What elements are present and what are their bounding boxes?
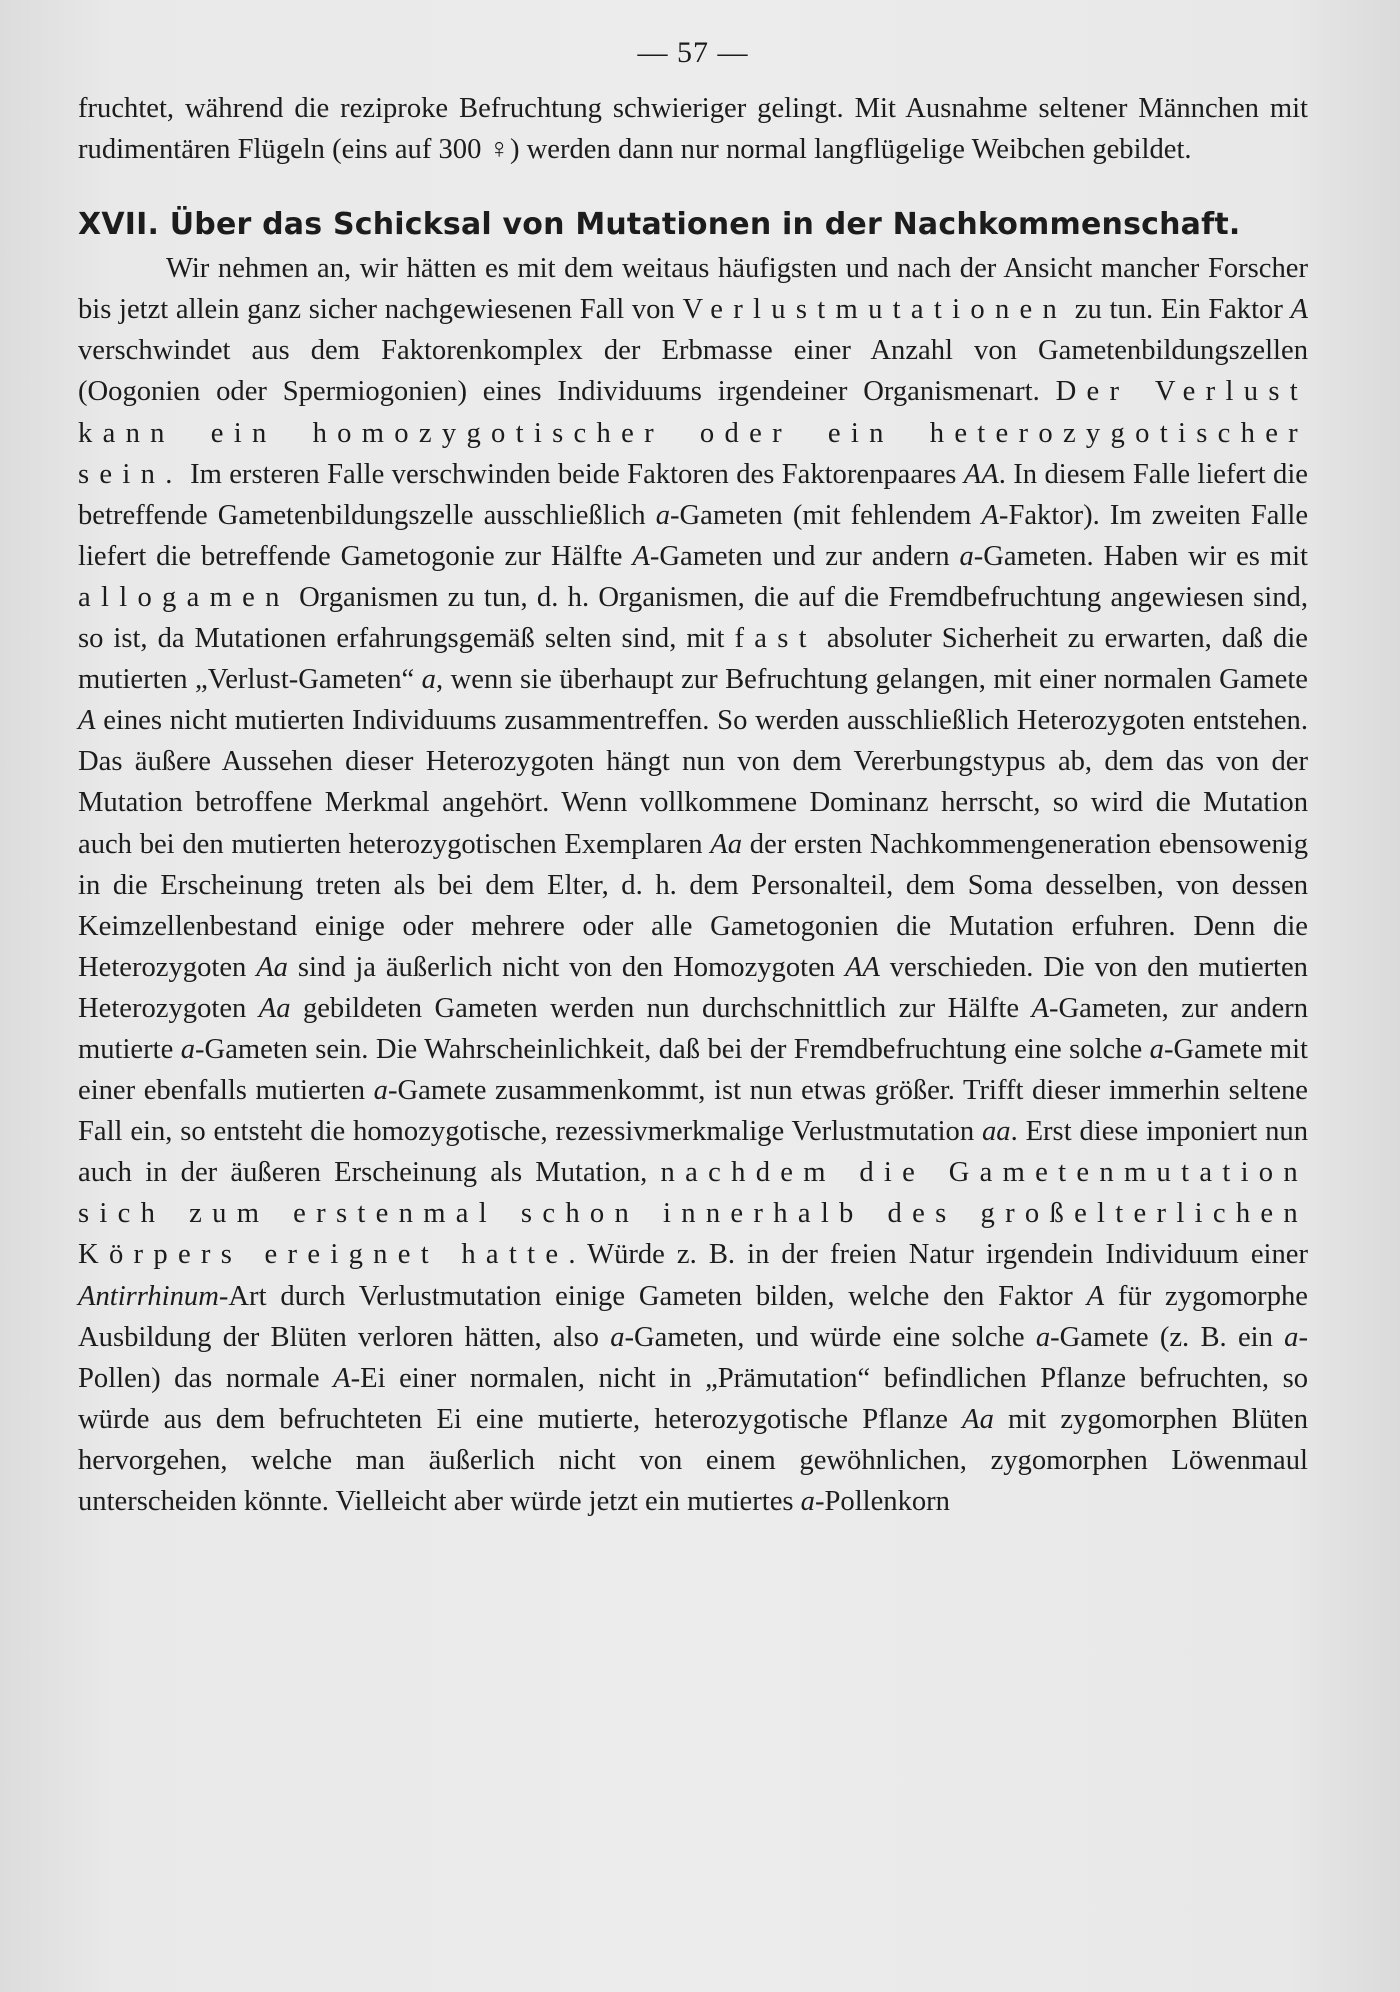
italic-symbol: Aa bbox=[962, 1403, 994, 1435]
italic-symbol: A bbox=[632, 540, 650, 572]
italic-symbol: A bbox=[1031, 992, 1049, 1024]
italic-symbol: A bbox=[981, 499, 999, 531]
text-run: eines nicht mutierten Individuums zusammentreffen. So werden ausschließlich Heterozygoten entstehen. Das äußere Aussehen dieser Heterozygoten hängt nun von dem Vererbungstypus ab, dem das von der Mutation betroffene Merkmal angehört. Wenn vollkommene Dominanz herrscht, so wird die Mutation auch bei den mutierten heterozygotischen Exemplaren bbox=[78, 705, 1308, 860]
text-run: -Gameten und zur andern bbox=[649, 540, 960, 572]
text-run: -Gamete zusammenkommt, ist nun etwas größer. Trifft dieser immerhin seltene Fall ein, so entsteht die homozygotische, rezessivmerkmalige Verlustmutation bbox=[78, 1075, 1308, 1148]
text-run: . In diesem Falle liefert die betreffende Gametenbildungszelle ausschließlich bbox=[78, 458, 1308, 531]
text-run: -Ei einer normalen, nicht in „Prämutation“ befindlichen Pflanze befruchten, so würde aus dem befruchteten Ei eine mutierte, heterozygotische Pflanze bbox=[78, 1362, 1309, 1435]
text-run: -Gameten, und würde eine solche bbox=[624, 1321, 1036, 1353]
text-run: -Gameten sein. Die Wahrscheinlichkeit, daß bei der Fremdbefruchtung eine solche bbox=[195, 1033, 1150, 1065]
text-run: für zygomorphe Ausbildung der Blüten verloren hätten, also bbox=[78, 1280, 1308, 1353]
italic-symbol: a bbox=[180, 1033, 196, 1065]
italic-genus-name: Antirrhinum bbox=[78, 1280, 219, 1312]
text-run: -Faktor). Im zweiten Falle liefert die betreffende Gametogonie zur Hälfte bbox=[78, 499, 1309, 572]
italic-symbol: a bbox=[1284, 1321, 1299, 1353]
italic-symbol: A bbox=[1086, 1280, 1105, 1312]
italic-symbol: aa bbox=[981, 1116, 1011, 1148]
text-run: gebildeten Gameten werden nun durchschnittlich zur Hälfte bbox=[290, 992, 1032, 1024]
spaced-emphasis: fast bbox=[734, 623, 817, 655]
spaced-emphasis: Verlustmutationen bbox=[682, 294, 1068, 326]
italic-symbol: a bbox=[610, 1321, 625, 1353]
italic-symbol: a bbox=[421, 664, 436, 696]
text-run: der ersten Nachkommengeneration ebensowenig in die Erscheinung treten als bei dem Elter, d. h. dem Personalteil, dem Soma desselben, von dessen Keimzellenbestand einige oder mehrere oder alle Gametogonien die Mutation erfuhren. Denn die Heterozygoten bbox=[78, 828, 1308, 983]
text-run: Wir nehmen an, wir hätten es mit dem weitaus häufigsten und nach der Ansicht mancher Forscher bis jetzt allein ganz sicher nachgewiesenen Fall von bbox=[78, 253, 1308, 326]
text-run: zu tun. Ein Faktor bbox=[1067, 294, 1291, 326]
text-run: mit zygomorphen Blüten hervorgehen, welche man äußerlich nicht von einem gewöhnlichen, zygomorphen Löwenmaul unterscheiden könnte. Vielleicht aber würde jetzt ein mutiertes bbox=[78, 1403, 1308, 1517]
text-run: Organismen zu tun, d. h. Organismen, die auf die Fremdbefruchtung angewiesen sind, so ist, da Mutationen erfahrungsgemäß selten sind, mit bbox=[78, 581, 1308, 655]
italic-symbol: Aa bbox=[256, 951, 288, 983]
italic-symbol: a bbox=[373, 1075, 388, 1107]
italic-symbol: Aa bbox=[710, 828, 742, 860]
text-run: -Pollen) das normale bbox=[78, 1321, 1308, 1394]
italic-symbol: Aa bbox=[258, 992, 291, 1024]
spaced-emphasis: Der Verlust kann ein homozygotischer oder ein heterozygotischer sein. bbox=[78, 376, 1308, 490]
spaced-emphasis: allogamen bbox=[78, 581, 290, 613]
italic-symbol: A bbox=[1290, 294, 1309, 326]
italic-symbol: a bbox=[655, 499, 670, 531]
text-run: sind ja äußerlich nicht von den Homozygoten bbox=[287, 951, 845, 983]
italic-symbol: AA bbox=[844, 951, 880, 983]
italic-symbol: a bbox=[1149, 1033, 1164, 1065]
italic-symbol: a bbox=[959, 540, 974, 572]
text-run: -Gameten. Haben wir es mit bbox=[973, 540, 1308, 572]
text-run: , wenn sie überhaupt zur Befruchtung gelangen, mit einer normalen Gamete bbox=[435, 664, 1308, 696]
text-run: verschieden. Die von den mutierten Heterozygoten bbox=[78, 951, 1308, 1024]
text-run: Im ersteren Falle verschwinden beide Faktoren des Faktorenpaares bbox=[182, 458, 964, 490]
text-run: -Gameten (mit fehlendem bbox=[670, 499, 982, 531]
body-paragraph bbox=[78, 248, 1308, 1522]
text-run: absoluter Sicherheit zu erwarten, daß die mutierten „Verlust-Gameten“ bbox=[78, 623, 1308, 696]
text-run: . Erst diese imponiert nun auch in der äußeren Erscheinung als Mutation, bbox=[78, 1116, 1308, 1189]
spaced-emphasis: nachdem die Gametenmutation sich zum erstenmal schon innerhalb des großelterlichen Körpers ereignet hatte bbox=[78, 1157, 1308, 1271]
page-number: — 57 — bbox=[637, 36, 749, 69]
text-run: -Pollenkorn bbox=[814, 1486, 950, 1517]
text-run: -Gamete (z. B. ein bbox=[1050, 1321, 1285, 1353]
intro-paragraph: fruchtet, während die reziproke Befruchtung schwieriger gelingt. Mit Ausnahme seltener Männchen mit rudimentären Flügeln (eins auf 300 ♀) werden dann nur normal langflügelige Weibchen gebildet. bbox=[78, 93, 1308, 166]
italic-symbol: AA bbox=[963, 458, 999, 490]
text-run: -Gameten, zur andern mutierte bbox=[78, 992, 1308, 1065]
italic-symbol: a bbox=[800, 1486, 815, 1517]
italic-symbol: A bbox=[333, 1362, 351, 1394]
text-run: verschwindet aus dem Faktorenkomplex der Erbmasse einer Anzahl von Gametenbildungszellen (Oogonien oder Spermiogonien) eines Individuums irgendeiner Organismenart. bbox=[78, 335, 1308, 408]
section-heading: XVII. Über das Schicksal von Mutationen in der Nachkommenschaft. bbox=[78, 207, 1241, 243]
italic-symbol: a bbox=[1035, 1321, 1051, 1353]
text-run: -Art durch Verlustmutation einige Gameten bilden, welche den Faktor bbox=[218, 1280, 1087, 1312]
italic-symbol: A bbox=[78, 705, 96, 737]
text-run: . Würde z. B. in der freien Natur irgendein Individuum einer bbox=[568, 1239, 1309, 1271]
text-run: -Gamete mit einer ebenfalls mutierten bbox=[78, 1033, 1308, 1107]
